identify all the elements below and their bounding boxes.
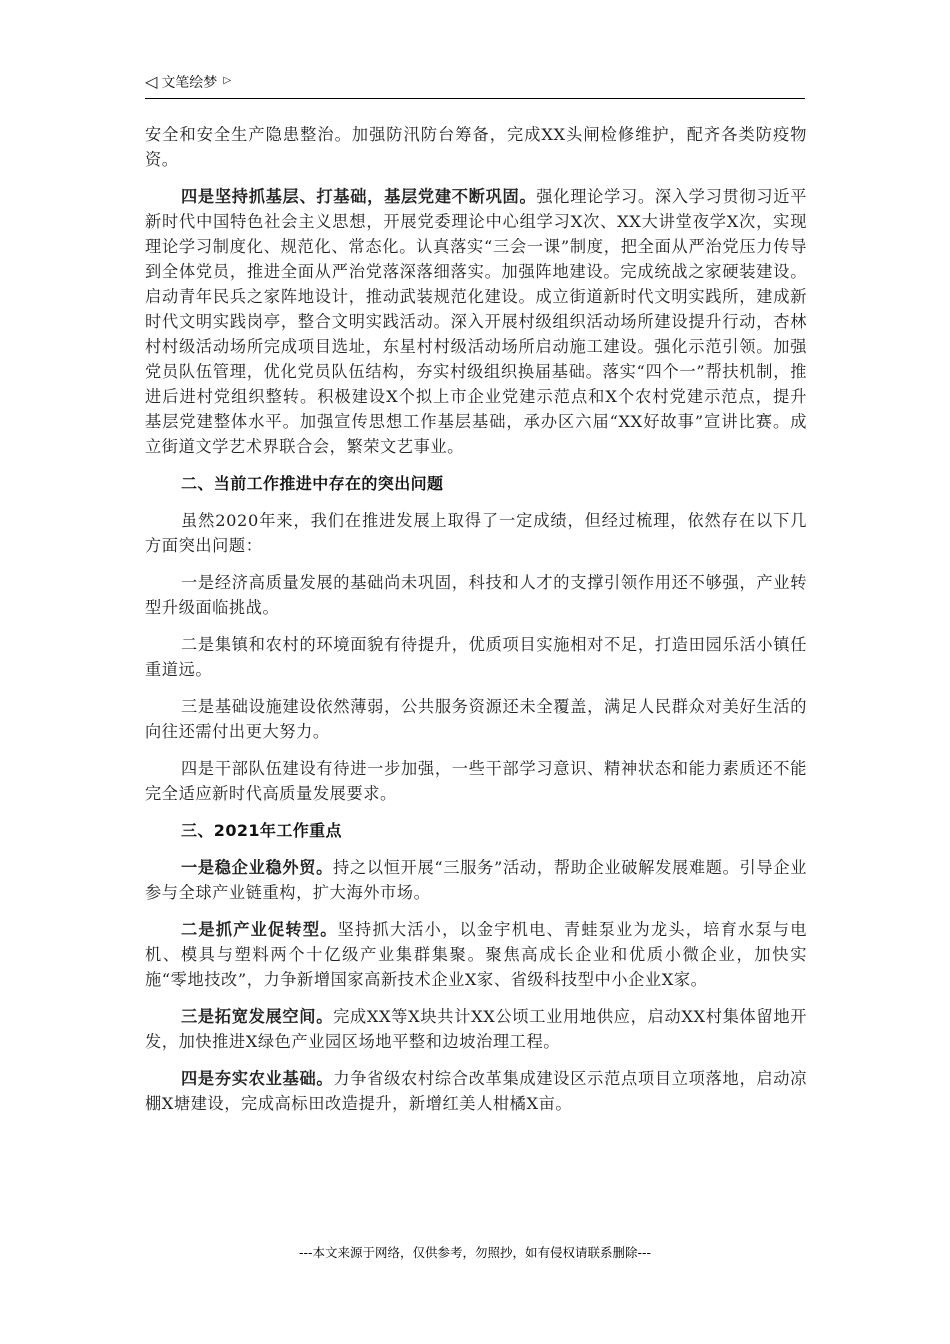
paragraph-text: 三是基础设施建设依然薄弱，公共服务资源还未全覆盖，满足人民群众对美好生活的向往还需付出更大努力。: [145, 697, 807, 741]
paragraph-text: 四是干部队伍建设有待进一步加强，一些干部学习意识、精神状态和能力素质还不能完全适应新时代高质量发展要求。: [145, 759, 807, 803]
paragraph-text: 安全和安全生产隐患整治。加强防汛防台筹备，完成XX头闸检修维护，配齐各类防疫物资。: [145, 125, 807, 169]
paragraph-problems-intro: [145, 508, 807, 558]
paragraph-priority-2: [145, 917, 807, 992]
paragraph-lead: 四是坚持抓基层、打基础，基层党建不断巩固。: [181, 187, 537, 206]
paragraph-text: 二是集镇和农村的环境面貌有待提升，优质项目实施相对不足，打造田园乐活小镇任重道远。: [145, 635, 807, 679]
paragraph-text: 持之以恒开展“三服务”活动，帮助企业破解发展难题。引导企业参与全球产业链重构，扩大海外市场。: [145, 858, 808, 902]
paragraph-lead: 二是抓产业促转型。: [181, 920, 338, 939]
section-heading-priorities: 三、2021年工作重点: [181, 821, 342, 840]
paragraph-problem-1: [145, 570, 807, 620]
paragraph-grassroots: [145, 184, 807, 459]
paragraph-problem-2: [145, 632, 807, 682]
paragraph-problem-4: [145, 756, 807, 806]
paragraph-priority-4: [145, 1066, 807, 1116]
section-heading-problems: 二、当前工作推进中存在的突出问题: [181, 474, 444, 493]
paragraph-continuation: [145, 122, 807, 172]
paragraph-priority-1: [145, 855, 807, 905]
brand-name: 文笔绘梦: [161, 75, 218, 91]
paragraph-lead: 三是拓宽发展空间。: [181, 1007, 334, 1026]
triangle-left-icon: ◁: [145, 72, 158, 91]
paragraph-text: 力争省级农村综合改革集成建设区示范点项目立项落地，启动凉棚X塘建设，完成高标田改造提升，新增红美人柑橘X亩。: [145, 1069, 807, 1113]
paragraph-text: 虽然2020年来，我们在推进发展上取得了一定成绩，但经过梳理，依然存在以下几方面突出问题：: [145, 511, 807, 555]
page-header: [145, 72, 805, 99]
document-body: [145, 122, 807, 1116]
paragraph-text: 完成XX等X块共计XX公顷工业用地供应，启动XX村集体留地开发，加快推进X绿色产业园区场地平整和边坡治理工程。: [145, 1007, 808, 1051]
paragraph-lead: 四是夯实农业基础。: [181, 1069, 334, 1088]
paragraph-text: 坚持抓大活小，以金宇机电、青蛙泵业为龙头，培育水泵与电机、模具与塑料两个十亿级产业集群集聚。聚焦高成长企业和优质小微企业，加快实施“零地技改”，力争新增国家高新技术企业X家、省级科技型中小企业X家。: [145, 920, 807, 989]
paragraph-priority-3: [145, 1004, 807, 1054]
paragraph-text: 一是经济高质量发展的基础尚未巩固，科技和人才的支撑引领作用还不够强，产业转型升级面临挑战。: [145, 573, 807, 617]
paragraph-problem-3: [145, 694, 807, 744]
page-footer-disclaimer: ---本文来源于网络，仅供参考，勿照抄，如有侵权请联系删除---: [298, 1245, 652, 1260]
paragraph-text: 强化理论学习。深入学习贯彻习近平新时代中国特色社会主义思想，开展党委理论中心组学习X次、XX大讲堂夜学X次，实现理论学习制度化、规范化、常态化。认真落实“三会一课”制度，把全面从严治党压力传导到全体党员，推进全面从严治党落深落细落实。加强阵地建设。完成统战之家硬装建设。启动青年民兵之家阵地设计，推动武装规范化建设。成立街道新时代文明实践所，建成新时代文明实践岗亭，整合文明实践活动。深入开展村级组织活动场所建设提升行动，杏林村村级活动场所完成项目选址，东星村村级活动场所启动施工建设。强化示范引领。加强党员队伍管理，优化党员队伍结构，夯实村级组织换届基础。落实“四个一”帮扶机制，推进后进村党组织整转。积极建设X个拟上市企业党建示范点和X个农村党建示范点，提升基层党建整体水平。加强宣传思想工作基层基础，承办区六届“XX好故事”宣讲比赛。成立街道文学艺术界联合会，繁荣文艺事业。: [145, 187, 807, 456]
paragraph-lead: 一是稳企业稳外贸。: [181, 858, 334, 877]
triangle-right-icon: ▷: [223, 75, 232, 86]
